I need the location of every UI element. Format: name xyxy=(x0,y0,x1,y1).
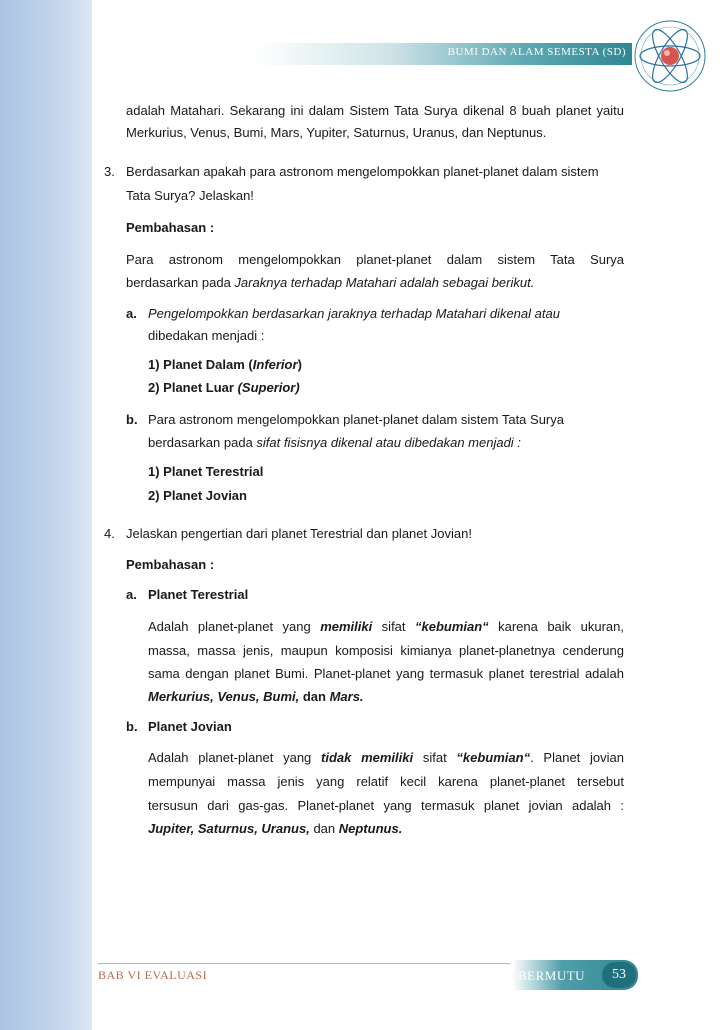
header-bar xyxy=(92,43,632,65)
footer-divider xyxy=(98,963,510,964)
question-4-line-1: Jelaskan pengertian dari planet Terestrial dan planet Jovian! xyxy=(126,526,472,541)
q4-pembahasan-heading: Pembahasan : xyxy=(126,557,215,572)
question-3-line-1: Berdasarkan apakah para astronom mengelompokkan planet-planet dalam sistem xyxy=(126,164,599,179)
page-number-badge: 53 xyxy=(602,962,636,988)
q3-item-a-line-2: dibedakan menjadi : xyxy=(148,328,265,343)
q3-item-b-label: b. xyxy=(126,412,138,427)
intro-line-2: Merkurius, Venus, Bumi, Mars, Yupiter, Saturnus, Uranus, dan Neptunus. xyxy=(126,125,547,140)
q3-paragraph-line-2: berdasarkan pada Jaraknya terhadap Matahari adalah sebagai berikut. xyxy=(126,275,535,290)
q3-a-list-2: 2) Planet Luar (Superior) xyxy=(148,380,300,395)
q4-a-line-3: sama dengan planet Bumi. Planet-planet yang termasuk planet terestrial adalah xyxy=(148,666,624,681)
q3-item-b-line-2: berdasarkan pada sifat fisisnya dikenal atau dibedakan menjadi : xyxy=(148,435,521,450)
q4-a-line-2: massa, massa jenis, maupun komposisi kimianya planet-planetnya cenderung xyxy=(148,643,624,658)
q3-paragraph-line-1: Para astronom mengelompokkan planet-planet dalam sistem Tata Surya xyxy=(126,252,624,267)
footer-chapter: BAB VI EVALUASI xyxy=(98,968,208,982)
q4-b-line-1: Adalah planet-planet yang tidak memiliki sifat “kebumian“. Planet jovian xyxy=(148,750,624,765)
question-3-number: 3. xyxy=(104,164,115,179)
q3-item-a-line-1: Pengelompokkan berdasarkan jaraknya terhadap Matahari dikenal atau xyxy=(148,306,560,321)
q3-a-list-1: 1) Planet Dalam (Inferior) xyxy=(148,357,302,372)
footer-brand: BERMUTU xyxy=(518,968,586,983)
q4-b-line-3: tersusun dari gas-gas. Planet-planet yang termasuk planet jovian adalah : xyxy=(148,798,624,813)
q3-b-list-1: 1) Planet Terestrial xyxy=(148,464,264,479)
q4-item-a-title: Planet Terestrial xyxy=(148,587,249,602)
q3-item-b-line-1: Para astronom mengelompokkan planet-planet dalam sistem Tata Surya xyxy=(148,412,564,427)
q4-a-line-1: Adalah planet-planet yang memiliki sifat “kebumian“ karena baik ukuran, xyxy=(148,619,624,634)
question-4-number: 4. xyxy=(104,526,115,541)
q3-pembahasan-heading: Pembahasan : xyxy=(126,220,215,235)
intro-line-1: adalah Matahari. Sekarang ini dalam Sistem Tata Surya dikenal 8 buah planet yaitu xyxy=(126,103,624,118)
atom-logo-icon xyxy=(632,18,708,94)
q4-a-line-4: Merkurius, Venus, Bumi, dan Mars. xyxy=(148,689,364,704)
q4-item-a-label: a. xyxy=(126,587,137,602)
header-title: BUMI DAN ALAM SEMESTA (SD) xyxy=(447,46,626,58)
question-3-line-2: Tata Surya? Jelaskan! xyxy=(126,188,254,203)
q4-b-line-2: mempunyai massa jenis yang relatif kecil karena planet-planet tersebut xyxy=(148,774,624,789)
q3-item-a-label: a. xyxy=(126,306,137,321)
left-decorative-band xyxy=(0,0,92,1030)
q3-b-list-2: 2) Planet Jovian xyxy=(148,488,247,503)
q4-item-b-label: b. xyxy=(126,719,138,734)
q4-item-b-title: Planet Jovian xyxy=(148,719,232,734)
q4-b-line-4: Jupiter, Saturnus, Uranus, dan Neptunus. xyxy=(148,821,403,836)
